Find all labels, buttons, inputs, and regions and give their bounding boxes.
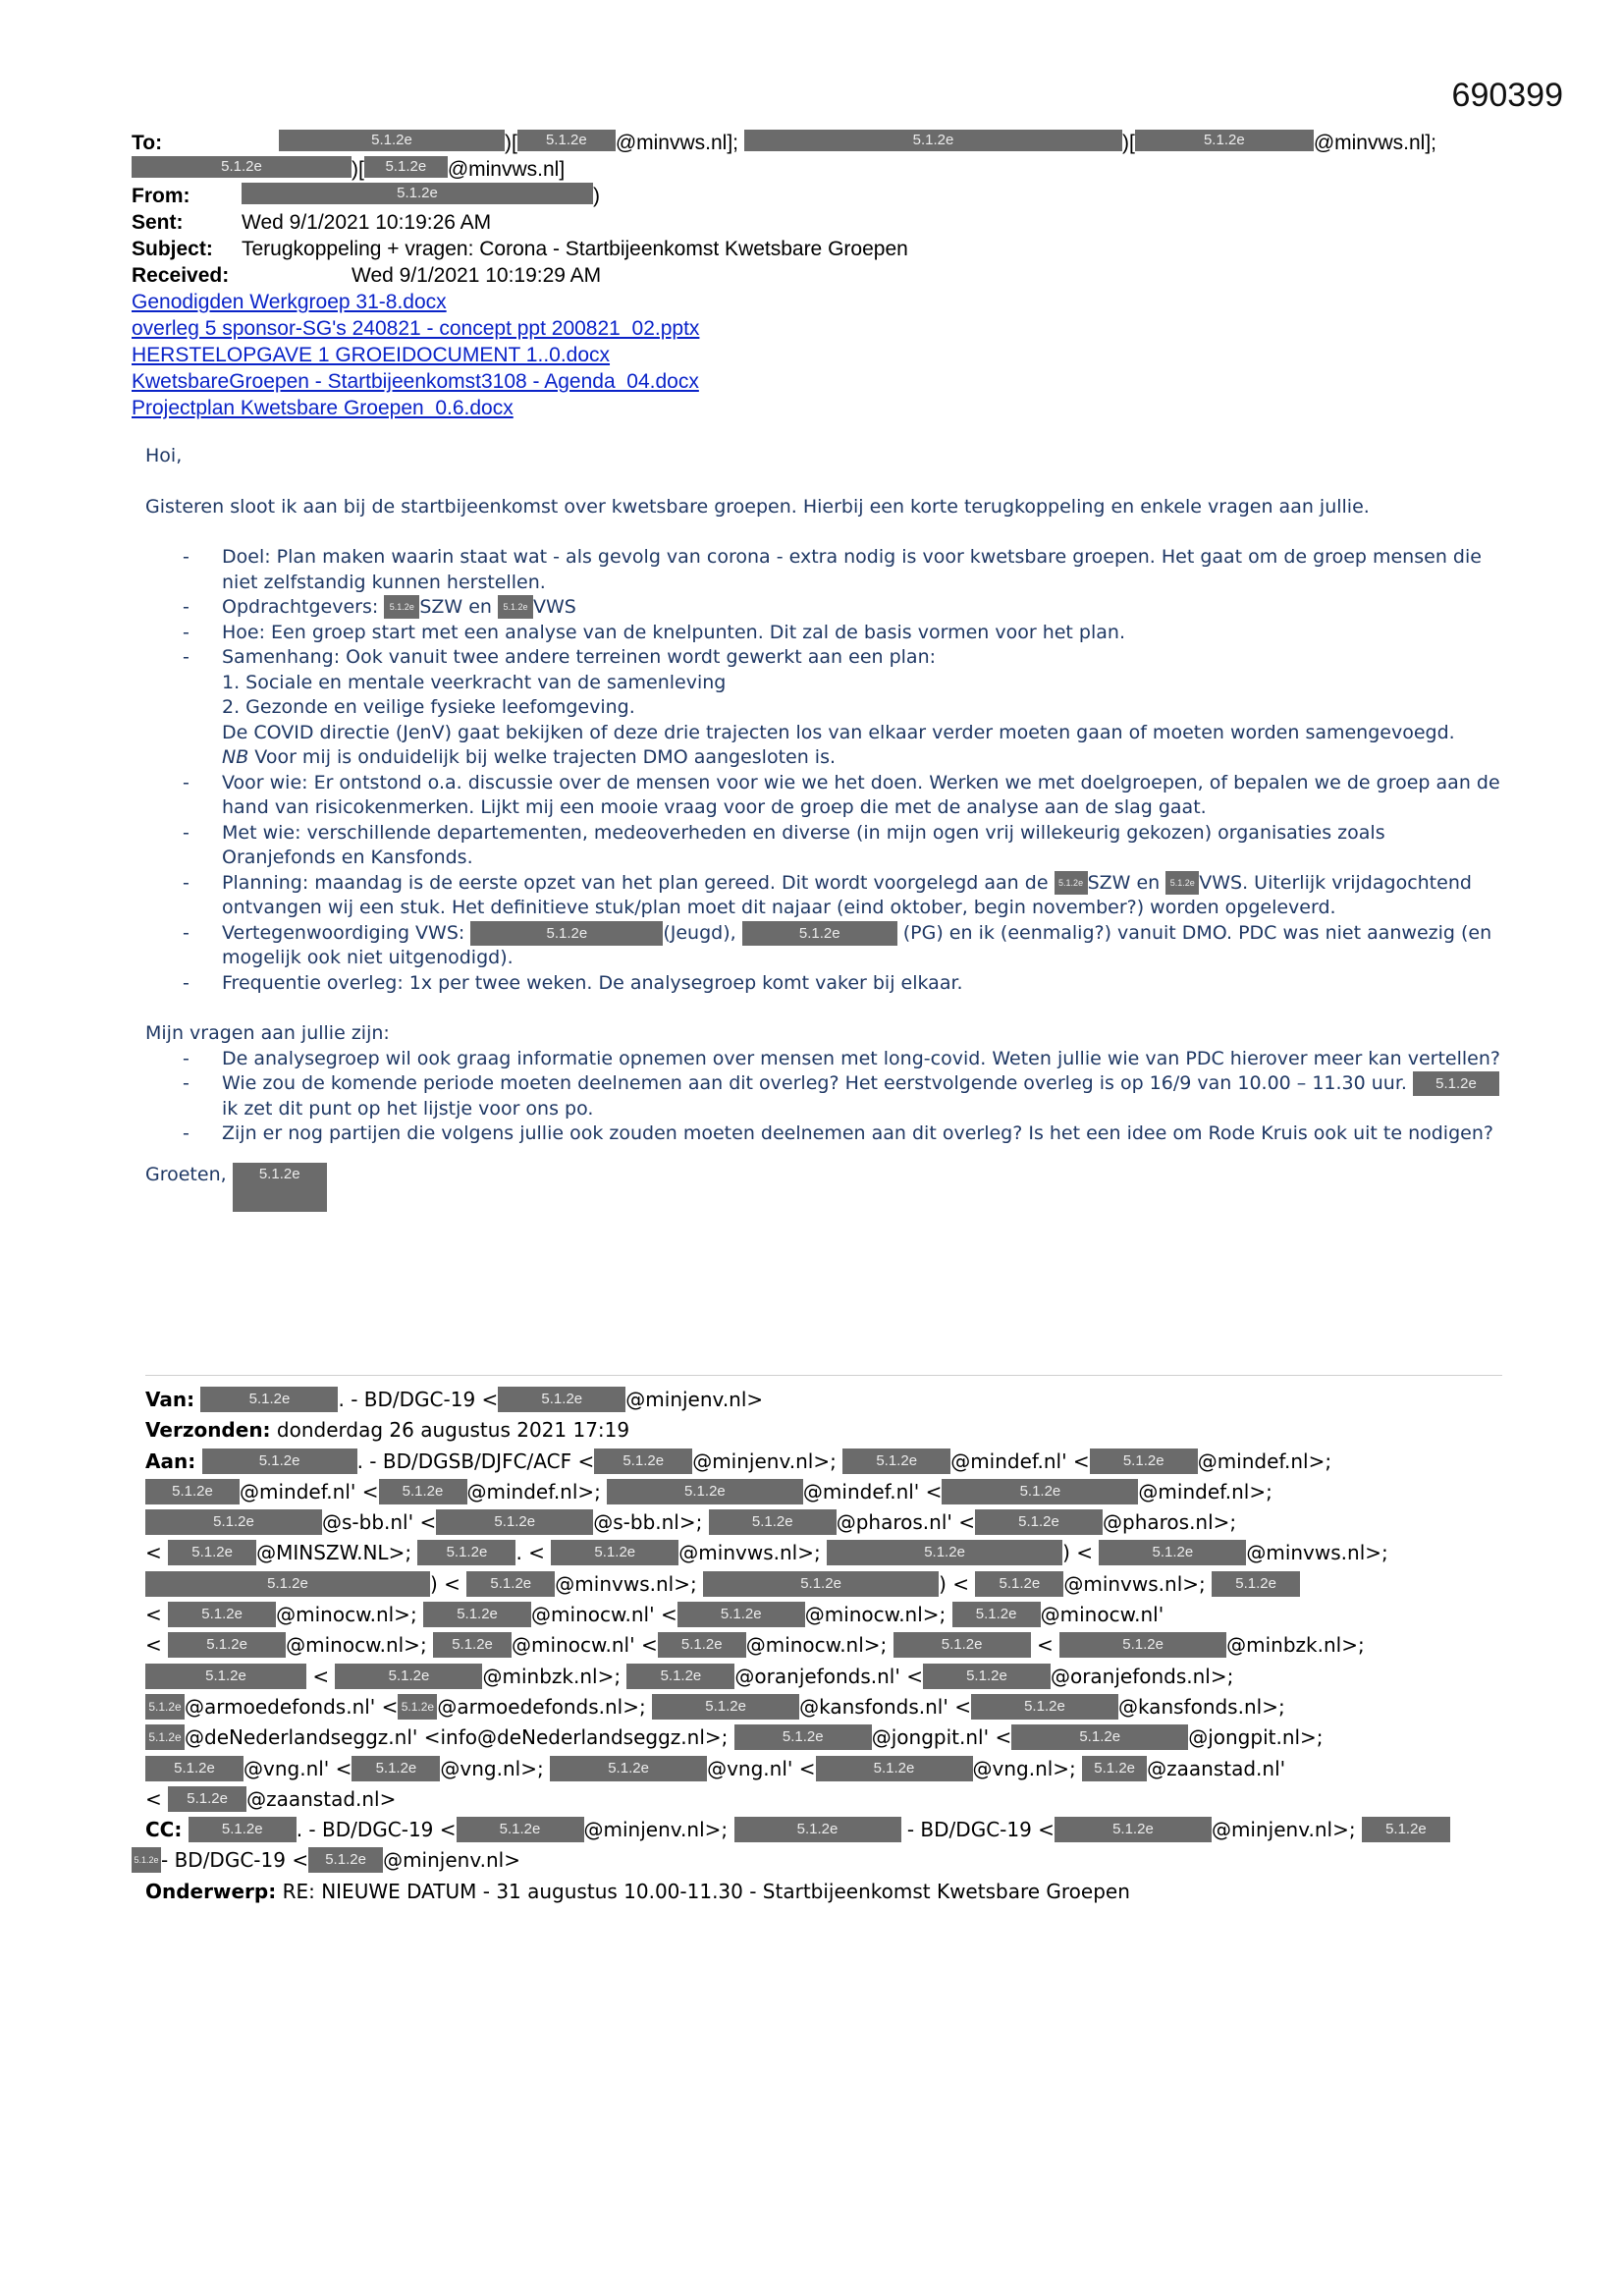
to-label: To: — [132, 132, 163, 154]
redaction: 5.1.2e — [1135, 130, 1314, 151]
redaction: 5.1.2e — [352, 1756, 440, 1781]
redaction: 5.1.2e — [551, 1540, 678, 1565]
greeting: Hoi, — [145, 445, 183, 466]
cc-label: CC: — [145, 1818, 183, 1842]
list-item — [222, 595, 1500, 621]
redaction: 5.1.2e — [709, 1509, 837, 1535]
redaction: 5.1.2e — [384, 595, 419, 619]
recipient-text: @kansfonds.nl>; — [1117, 1694, 1285, 1719]
recipient-text: @zaanstad.nl' — [1147, 1756, 1286, 1780]
recipient-text: @MINSZW.NL>; — [256, 1541, 412, 1565]
to-domain: @minvws.nl]; — [1313, 132, 1436, 154]
recipient-text: @armoedefonds.nl' < — [185, 1694, 399, 1719]
recipient-text: @pharos.nl>; — [1103, 1510, 1237, 1535]
recipient-text: @mindef.nl' < — [802, 1479, 943, 1503]
redaction: 5.1.2e — [1362, 1817, 1450, 1842]
list-item — [222, 971, 1500, 997]
subject-label: Subject: — [132, 238, 213, 260]
closing — [145, 1163, 1500, 1212]
redaction: 5.1.2e — [658, 1632, 746, 1658]
redaction: 5.1.2e — [168, 1786, 246, 1812]
recipient-text: @mindef.nl>; — [466, 1479, 601, 1503]
onderwerp-value: RE: NIEUWE DATUM - 31 augustus 10.00-11.30 - Startbijeenkomst Kwetsbare Groepen — [282, 1879, 1130, 1903]
aan-line: 5.1.2e < 5.1.2e @minbzk.nl>; 5.1.2e @oranjefonds.nl' < 5.1.2e @oranjefonds.nl>; — [145, 1662, 1510, 1692]
sent-value: Wed 9/1/2021 10:19:26 AM — [242, 211, 492, 234]
redaction: 5.1.2e — [145, 1571, 430, 1597]
redaction: 5.1.2e — [457, 1817, 584, 1842]
aan-line: 5.1.2e ) < 5.1.2e @minvws.nl>; 5.1.2e ) < 5.1.2e @minvws.nl>; 5.1.2e — [145, 1569, 1510, 1600]
redaction: 5.1.2e — [952, 1602, 1041, 1627]
to-domain: @minvws.nl]; — [615, 132, 738, 154]
verzonden-line — [145, 1415, 1510, 1446]
nb-text: Voor mij is onduidelijk bij welke trajecten DMO aangesloten is. — [254, 746, 837, 768]
redaction: 5.1.2e — [975, 1571, 1063, 1597]
sent-label: Sent: — [132, 211, 184, 234]
redaction: 5.1.2e — [132, 156, 352, 178]
redaction: 5.1.2e — [1082, 1756, 1147, 1781]
attachment-link[interactable]: HERSTELOPGAVE 1 GROEIDOCUMENT 1..0.docx — [132, 344, 611, 366]
redaction: 5.1.2e — [379, 1479, 467, 1504]
item-text: (PG) en ik (eenmalig?) vanuit DMO. PDC was niet aanwezig (en mogelijk ook niet uitgenodigd). — [222, 921, 1492, 968]
intro-paragraph: Gisteren sloot ik aan bij de startbijeenkomst over kwetsbare groepen. Hierbij een korte terugkoppeling en enkele vragen aan jullie. — [145, 495, 1370, 518]
redaction: 5.1.2e — [145, 1724, 185, 1750]
recipient-text: @s-bb.nl>; — [593, 1510, 703, 1535]
list-item — [222, 1047, 1500, 1072]
divider — [145, 1375, 1502, 1376]
redaction: 5.1.2e — [677, 1602, 805, 1627]
recipient-text: @vng.nl' < — [244, 1756, 352, 1780]
item-text: Wie zou de komende periode moeten deelnemen aan dit overleg? Het eerstvolgende overleg is op 16/9 van 10.00 – 11.30 uur. — [222, 1072, 1407, 1094]
recipient-text: @minjenv.nl>; — [583, 1818, 729, 1842]
forwarded-header — [134, 1385, 1510, 1907]
van-line — [145, 1385, 1510, 1415]
item-text: Hoe: Een groep start met een analyse van de knelpunten. Dit zal de basis vormen voor het plan. — [222, 621, 1125, 643]
item-text: Voor wie: Er ontstond o.a. discussie over de mensen voor wie we het doen. Werken we met doelgroepen, of bepalen we de groep aan de hand van risicokenmerken. Lijkt mij een mooie vraag voor de groep die met de analyse aan de slag gaat. — [222, 771, 1500, 818]
attachment-link[interactable]: Projectplan Kwetsbare Groepen_0.6.docx — [132, 397, 514, 419]
attachment-link[interactable]: overleg 5 sponsor-SG's 240821 - concept ppt 200821_02.pptx — [132, 317, 700, 340]
item-text: Doel: Plan maken waarin staat wat - als gevolg van corona - extra nodig is voor kwetsbare groepen. Het gaat om de groep mensen die niet zelfstandig kunnen herstellen. — [222, 546, 1482, 593]
from-line: From: 5.1.2e ) — [132, 185, 600, 207]
redaction: 5.1.2e — [436, 1509, 593, 1535]
recipient-text: @minocw.nl' < — [531, 1603, 677, 1627]
recipient-text: @oranjefonds.nl' < — [734, 1664, 923, 1688]
redaction: 5.1.2e — [498, 595, 533, 619]
item-text: SZW en — [419, 596, 492, 618]
redaction: 5.1.2e — [626, 1664, 734, 1689]
redaction: 5.1.2e — [308, 1847, 383, 1873]
recipient-text: @minvws.nl>; — [1063, 1571, 1206, 1596]
item-text: Met wie: verschillende departementen, medeoverheden en diverse (in mijn ogen vrij willekeurig gekozen) organisaties zoals Oranjefonds en Kansfonds. — [222, 821, 1385, 868]
redaction: 5.1.2e — [1059, 1632, 1226, 1658]
redaction: 5.1.2e — [742, 921, 897, 946]
recipient-text: @mindef.nl' < — [240, 1479, 379, 1503]
redaction: 5.1.2e — [168, 1540, 256, 1565]
aan-line: < 5.1.2e @MINSZW.NL>; 5.1.2e . < 5.1.2e @minvws.nl>; 5.1.2e ) < 5.1.2e @minvws.nl>; — [145, 1541, 1388, 1565]
aan-line — [145, 1447, 1510, 1477]
list-item — [222, 621, 1500, 646]
redaction: 5.1.2e — [145, 1509, 322, 1535]
to-domain: @minvws.nl] — [447, 158, 566, 181]
verzonden-label: Verzonden: — [145, 1418, 271, 1443]
recipient-text: @mindef.nl>; — [1138, 1479, 1272, 1503]
redaction: 5.1.2e — [744, 130, 1122, 151]
attachment-link[interactable]: KwetsbareGroepen - Startbijeenkomst3108 - Agenda_04.docx — [132, 370, 699, 393]
received-label: Received: — [132, 264, 230, 287]
recipient-text: @minvws.nl>; — [678, 1541, 821, 1565]
recipient-text: @minjenv.nl>; — [692, 1449, 837, 1473]
redaction: 5.1.2e — [498, 1387, 625, 1412]
list-item — [222, 771, 1500, 821]
redaction: 5.1.2e — [1055, 1817, 1212, 1842]
redaction: 5.1.2e — [168, 1632, 286, 1658]
from-label: From: — [132, 185, 190, 207]
redaction: 5.1.2e — [975, 1509, 1103, 1535]
recipient-text: - BD/DGC-19 < — [161, 1848, 309, 1873]
redaction: 5.1.2e — [423, 1602, 531, 1627]
list-item — [222, 821, 1500, 871]
recipient-text: . - BD/DGSB/DJFC/ACF < — [356, 1449, 595, 1473]
item-text: Planning: maandag is de eerste opzet van het plan gereed. Dit wordt voorgelegd aan de — [222, 871, 1049, 894]
redaction: 5.1.2e — [816, 1756, 973, 1781]
subject-line — [132, 236, 1506, 262]
redaction: 5.1.2e — [594, 1449, 692, 1474]
received-value: Wed 9/1/2021 10:19:29 AM — [352, 264, 602, 287]
item-text: Vertegenwoordiging VWS: — [222, 921, 465, 944]
redaction: 5.1.2e — [202, 1449, 357, 1474]
nb-note — [222, 745, 1500, 771]
redaction: 5.1.2e — [971, 1694, 1118, 1720]
recipient-text: @vng.nl' < — [707, 1756, 816, 1780]
email-body — [145, 444, 1500, 1212]
redaction: 5.1.2e — [168, 1602, 276, 1627]
redaction: 5.1.2e — [652, 1694, 799, 1720]
recipient-text: @minocw.nl>; — [804, 1603, 947, 1627]
recipient-text: @kansfonds.nl' < — [799, 1694, 971, 1719]
item-text: SZW en — [1087, 871, 1161, 894]
aan-label: Aan: — [145, 1449, 196, 1473]
redaction: 5.1.2e — [466, 1571, 555, 1597]
recipient-text: - BD/DGC-19 < — [906, 1818, 1055, 1842]
nb-label: NB — [222, 746, 249, 768]
recipient-text: @deNederlandseggz.nl' <info@deNederlandseggz.nl>; — [185, 1725, 729, 1750]
redaction: 5.1.2e — [200, 1387, 338, 1412]
recipient-text: . - BD/DGC-19 < — [296, 1818, 457, 1842]
redaction: 5.1.2e — [1212, 1571, 1300, 1597]
redaction: 5.1.2e — [827, 1540, 1062, 1565]
onderwerp-label: Onderwerp: — [145, 1879, 277, 1903]
redaction: 5.1.2e — [1099, 1540, 1246, 1565]
recipient-text: @armoedefonds.nl>; — [437, 1694, 646, 1719]
redaction: 5.1.2e — [335, 1664, 482, 1689]
redaction: 5.1.2e — [145, 1694, 185, 1720]
list-item — [222, 921, 1500, 971]
recipient-text: @jongpit.nl' < — [871, 1725, 1012, 1750]
redaction: 5.1.2e — [233, 1163, 327, 1212]
redaction: 5.1.2e — [703, 1571, 939, 1597]
redaction: 5.1.2e — [1011, 1724, 1188, 1750]
list-item — [222, 645, 1500, 771]
recipient-text: @minocw.nl>; — [286, 1633, 427, 1658]
onderwerp-line — [145, 1877, 1510, 1907]
aan-line — [145, 1477, 1510, 1507]
list-item — [222, 545, 1500, 595]
van-label: Van: — [145, 1388, 195, 1411]
redaction: 5.1.2e — [398, 1694, 437, 1720]
redaction: 5.1.2e — [842, 1449, 950, 1474]
recipient-text: @mindef.nl>; — [1197, 1449, 1332, 1473]
aan-line: < 5.1.2e @zaanstad.nl> — [145, 1786, 397, 1811]
van-domain: @minjenv.nl> — [625, 1388, 764, 1411]
van-dept: . - BD/DGC-19 < — [338, 1388, 499, 1411]
aan-line — [145, 1754, 1510, 1784]
document-number: 690399 — [1451, 77, 1563, 114]
redaction: 5.1.2e — [132, 1847, 161, 1873]
recipient-text: @minjenv.nl>; — [1211, 1818, 1356, 1842]
redaction: 5.1.2e — [550, 1756, 707, 1781]
redaction: 5.1.2e — [1090, 1449, 1198, 1474]
item-text: Frequentie overleg: 1x per twee weken. De analysegroep komt vaker bij elkaar. — [222, 971, 963, 994]
email-header — [132, 130, 1506, 421]
recipient-text: @minocw.nl>; — [745, 1633, 888, 1658]
item-text: ik zet dit punt op het lijstje voor ons po. — [222, 1097, 594, 1120]
item-text: 1. Sociale en mentale veerkracht van de samenleving — [222, 671, 727, 693]
recipient-text: @zaanstad.nl> — [246, 1786, 397, 1811]
recipient-text: @oranjefonds.nl>; — [1050, 1664, 1234, 1688]
feedback-list — [145, 545, 1500, 996]
redaction: 5.1.2e — [1413, 1071, 1499, 1096]
item-text: - Samenhang: Ook vanuit twee andere terreinen wordt gewerkt aan een plan: — [222, 646, 937, 668]
redaction: 5.1.2e — [470, 921, 663, 946]
redaction: 5.1.2e — [607, 1479, 803, 1504]
recipient-text: @minbzk.nl>; — [482, 1664, 622, 1688]
recipient-text: @pharos.nl' < — [836, 1510, 975, 1535]
verzonden-value: donderdag 26 augustus 2021 17:19 — [276, 1418, 630, 1443]
recipient-text: @minjenv.nl> — [383, 1848, 520, 1873]
to-line: To: 5.1.2e )[ 5.1.2e @minvws.nl]; 5.1.2e )[ 5.1.2e @minvws.nl]; — [132, 132, 1436, 154]
recipient-text: @jongpit.nl>; — [1188, 1725, 1324, 1750]
questions-list — [145, 1047, 1500, 1147]
item-text: 2. Gezonde en veilige fysieke leefomgeving. — [222, 696, 635, 718]
item-text: De COVID directie (JenV) gaat bekijken of deze drie trajecten los van elkaar verder moeten gaan of moeten worden samengevoegd. — [222, 721, 1455, 743]
redaction: 5.1.2e — [145, 1756, 244, 1781]
item-text: Zijn er nog partijen die volgens jullie ook zouden moeten deelnemen aan dit overleg? Is het een idee om Rode Kruis ook uit te nodigen? — [222, 1122, 1493, 1144]
aan-line — [145, 1507, 1510, 1538]
cc-line — [145, 1815, 1510, 1845]
aan-line: < 5.1.2e @minocw.nl>; 5.1.2e @minocw.nl' < 5.1.2e @minocw.nl>; 5.1.2e < 5.1.2e @minbzk.nl>; — [145, 1633, 1365, 1658]
redaction: 5.1.2e — [433, 1632, 512, 1658]
aan-line — [145, 1722, 1510, 1753]
redaction: 5.1.2e — [1055, 871, 1088, 895]
redaction: 5.1.2e — [417, 1540, 515, 1565]
received-line — [132, 262, 1506, 289]
redaction: 5.1.2e — [893, 1632, 1031, 1658]
aan-line: < 5.1.2e @minocw.nl>; 5.1.2e @minocw.nl' < 5.1.2e @minocw.nl>; 5.1.2e @minocw.nl' — [145, 1603, 1164, 1627]
subject-value: Terugkoppeling + vragen: Corona - Startbijeenkomst Kwetsbare Groepen — [242, 238, 908, 260]
recipient-text: @vng.nl>; — [440, 1756, 544, 1780]
recipient-text: @minvws.nl>; — [1246, 1541, 1388, 1565]
list-item — [222, 1071, 1500, 1121]
recipient-text: @vng.nl>; — [972, 1756, 1076, 1780]
attachment-link[interactable]: Genodigden Werkgroep 31-8.docx — [132, 291, 447, 313]
closing-text: Groeten, — [145, 1163, 227, 1185]
cc-line — [132, 1845, 1510, 1876]
recipient-text: @minocw.nl' < — [512, 1633, 658, 1658]
redaction: 5.1.2e — [189, 1817, 297, 1842]
redaction: 5.1.2e — [923, 1664, 1051, 1689]
redaction: 5.1.2e — [1165, 871, 1199, 895]
aan-line — [145, 1692, 1510, 1722]
list-item — [222, 1121, 1500, 1147]
redaction: 5.1.2e — [145, 1664, 306, 1689]
redaction: 5.1.2e — [279, 130, 505, 151]
redaction: 5.1.2e — [517, 130, 616, 151]
item-text: VWS — [533, 596, 576, 618]
list-item — [222, 871, 1500, 921]
item-text: (Jeugd), — [663, 921, 736, 944]
to-line-2: 5.1.2e )[ 5.1.2e @minvws.nl] — [132, 156, 1506, 183]
recipient-text: @minocw.nl' — [1040, 1603, 1164, 1627]
redaction: 5.1.2e — [734, 1724, 872, 1750]
sent-line — [132, 209, 1506, 236]
recipient-text: @minbzk.nl>; — [1226, 1633, 1365, 1658]
recipient-text: @s-bb.nl' < — [322, 1510, 437, 1535]
recipient-text: @mindef.nl' < — [950, 1449, 1090, 1473]
redaction: 5.1.2e — [242, 183, 593, 204]
questions-intro: Mijn vragen aan jullie zijn: — [145, 1022, 390, 1044]
redaction: 5.1.2e — [364, 156, 448, 178]
recipient-text: @minocw.nl>; — [276, 1603, 417, 1627]
item-text: De analysegroep wil ook graag informatie opnemen over mensen met long-covid. Weten jullie wie van PDC hierover meer kan vertellen? — [222, 1047, 1500, 1069]
redaction: 5.1.2e — [942, 1479, 1138, 1504]
item-text: VWS. Uiterlijk vrijdagochtend ontvangen wij een stuk. Het definitieve stuk/plan moet dit najaar (eind oktober, begin november?) worden opgeleverd. — [222, 871, 1472, 918]
item-text: Opdrachtgevers: — [222, 596, 379, 618]
redaction: 5.1.2e — [145, 1479, 240, 1504]
redaction: 5.1.2e — [734, 1817, 901, 1842]
recipient-text: @minvws.nl>; — [555, 1571, 697, 1596]
